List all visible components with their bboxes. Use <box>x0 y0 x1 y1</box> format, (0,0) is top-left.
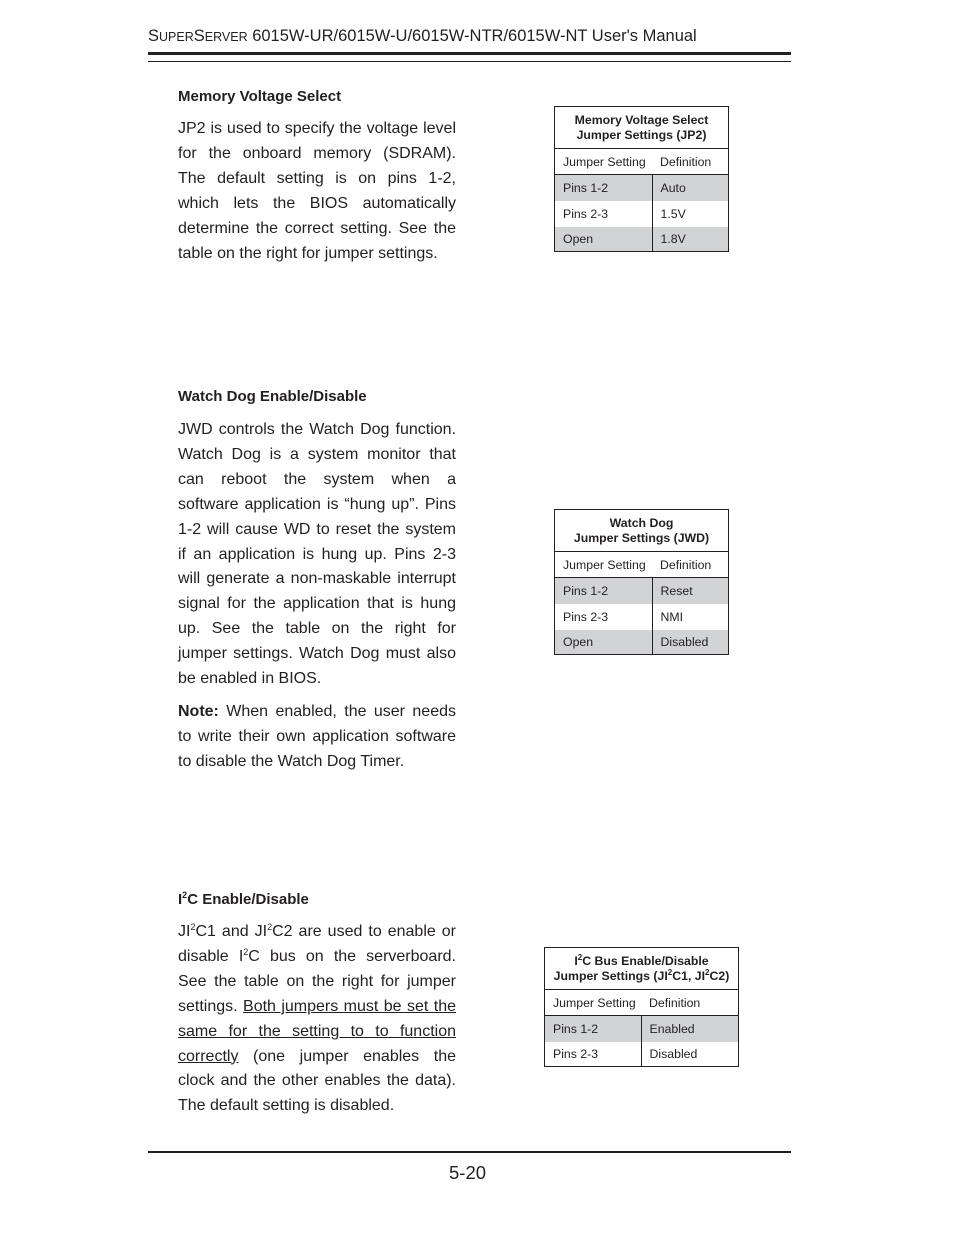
column-header-jumper-setting: Jumper Setting <box>555 149 653 175</box>
note-text: When enabled, the user needs to write their own application software to disable the Watch Dog Timer. <box>178 703 456 770</box>
header-title-part: 6015W-UR/6015W-U/6015W-NTR/6015W-NT User's Manual <box>247 27 697 45</box>
table-title-part: C Bus Enable/Disable <box>582 953 709 968</box>
footer-rule <box>148 1151 791 1153</box>
table-title-line: Watch Dog <box>609 515 674 530</box>
table-title-part: I <box>574 953 578 968</box>
header-title-part: S <box>193 27 205 45</box>
cell-setting: Pins 1-2 <box>555 175 653 201</box>
text-run: C1 and JI <box>195 923 268 940</box>
header-title-part: S <box>148 27 160 45</box>
column-header-jumper-setting: Jumper Setting <box>545 990 642 1016</box>
table-row <box>555 201 729 227</box>
page-number: 5-20 <box>449 1162 487 1183</box>
cell-definition: 1.8V <box>652 227 729 252</box>
table-title <box>555 510 729 552</box>
header-rule-thick <box>148 52 791 55</box>
table-title-part: Jumper Settings (JI <box>553 968 668 983</box>
memory-voltage-paragraph: JP2 is used to specify the voltage level for the onboard memory (SDRAM). The default setting is on pins 1-2, which lets the BIOS automatically determine the correct setting. See the table on the right for jumper settings. <box>178 120 456 262</box>
superscript: 2 <box>705 967 710 977</box>
table-row <box>545 1016 739 1042</box>
cell-setting: Pins 2-3 <box>563 609 609 624</box>
cell-definition: Disabled <box>652 630 729 655</box>
cell-setting: Open <box>555 227 653 252</box>
superscript: 2 <box>577 952 583 962</box>
table-row <box>555 630 729 655</box>
cell-definition: Reset <box>652 578 729 604</box>
section-heading-memory-voltage: Memory Voltage Select <box>178 88 342 105</box>
column-header-definition: Definition <box>641 990 739 1016</box>
cell-definition: Enabled <box>641 1016 739 1042</box>
cell-setting: Open <box>555 630 653 655</box>
column-header-definition: Definition <box>652 149 729 175</box>
table-title-line: Jumper Settings (JP2) <box>576 127 707 142</box>
memory-voltage-jumper-table <box>554 106 729 252</box>
table-title-line: Memory Voltage Select <box>574 112 709 127</box>
cell-definition: Disabled <box>641 1042 739 1067</box>
table-row <box>555 227 729 252</box>
table-row <box>555 604 729 630</box>
column-header-jumper-setting: Jumper Setting <box>555 552 653 578</box>
table-row <box>555 578 729 604</box>
heading-part: C Enable/Disable <box>187 891 309 908</box>
table-row <box>555 175 729 201</box>
cell-definition: Auto <box>652 175 729 201</box>
table-title-part: C2) <box>709 968 730 983</box>
underlined-warning: Both jumpers must be set the same for the setting to to function correctly <box>178 997 456 1065</box>
header-rule-thin <box>148 61 791 62</box>
superscript: 2 <box>190 922 196 932</box>
superscript: 2 <box>667 967 673 977</box>
watch-dog-jumper-table <box>554 509 729 655</box>
cell-setting: Pins 1-2 <box>545 1016 642 1042</box>
header-title-part: ERVER <box>204 30 248 44</box>
table-title <box>555 107 729 149</box>
watch-dog-paragraph: JWD controls the Watch Dog function. Watch Dog is a system monitor that can reboot the system when a software application is “hung up”. Pins 1-2 will cause WD to reset the system if an application is hung up. Pins 2-3 will generate a non-maskable interrupt signal for the application that is hung up. See the table on the right for jumper settings. Watch Dog must also be enabled in BIOS. <box>178 421 456 688</box>
cell-definition: 1.5V <box>652 201 729 227</box>
section-heading-i2c <box>178 891 309 908</box>
watch-dog-note <box>178 700 456 775</box>
table-title <box>545 948 739 990</box>
cell-setting: Pins 1-2 <box>555 578 653 604</box>
section-heading-watch-dog: Watch Dog Enable/Disable <box>178 388 367 405</box>
i2c-paragraph <box>178 920 456 1119</box>
table-title-part: C1, JI <box>672 968 706 983</box>
superscript: 2 <box>267 922 273 932</box>
cell-definition: NMI <box>652 604 729 630</box>
header-title-part: UPER <box>159 30 194 44</box>
superscript: 2 <box>182 890 188 900</box>
running-header <box>148 27 697 46</box>
column-header-definition: Definition <box>652 552 729 578</box>
text-run: (one jumper enables the clock and the other enables the data). The default setting is disabled. <box>178 1047 456 1115</box>
i2c-jumper-table <box>544 947 739 1067</box>
text-run: C2 are used to enable or disable I <box>178 923 457 965</box>
table-row <box>545 1042 739 1067</box>
heading-part: I <box>178 891 183 908</box>
note-label: Note: <box>178 703 219 720</box>
table-title-line: Jumper Settings (JWD) <box>573 530 710 545</box>
cell-setting: Pins 2-3 <box>553 1046 599 1061</box>
text-run: C bus on the serverboard. See the table on the right for jumper settings. <box>178 947 457 1015</box>
text-run: JI <box>178 923 191 940</box>
cell-setting: Pins 2-3 <box>563 206 609 221</box>
superscript: 2 <box>243 946 249 957</box>
